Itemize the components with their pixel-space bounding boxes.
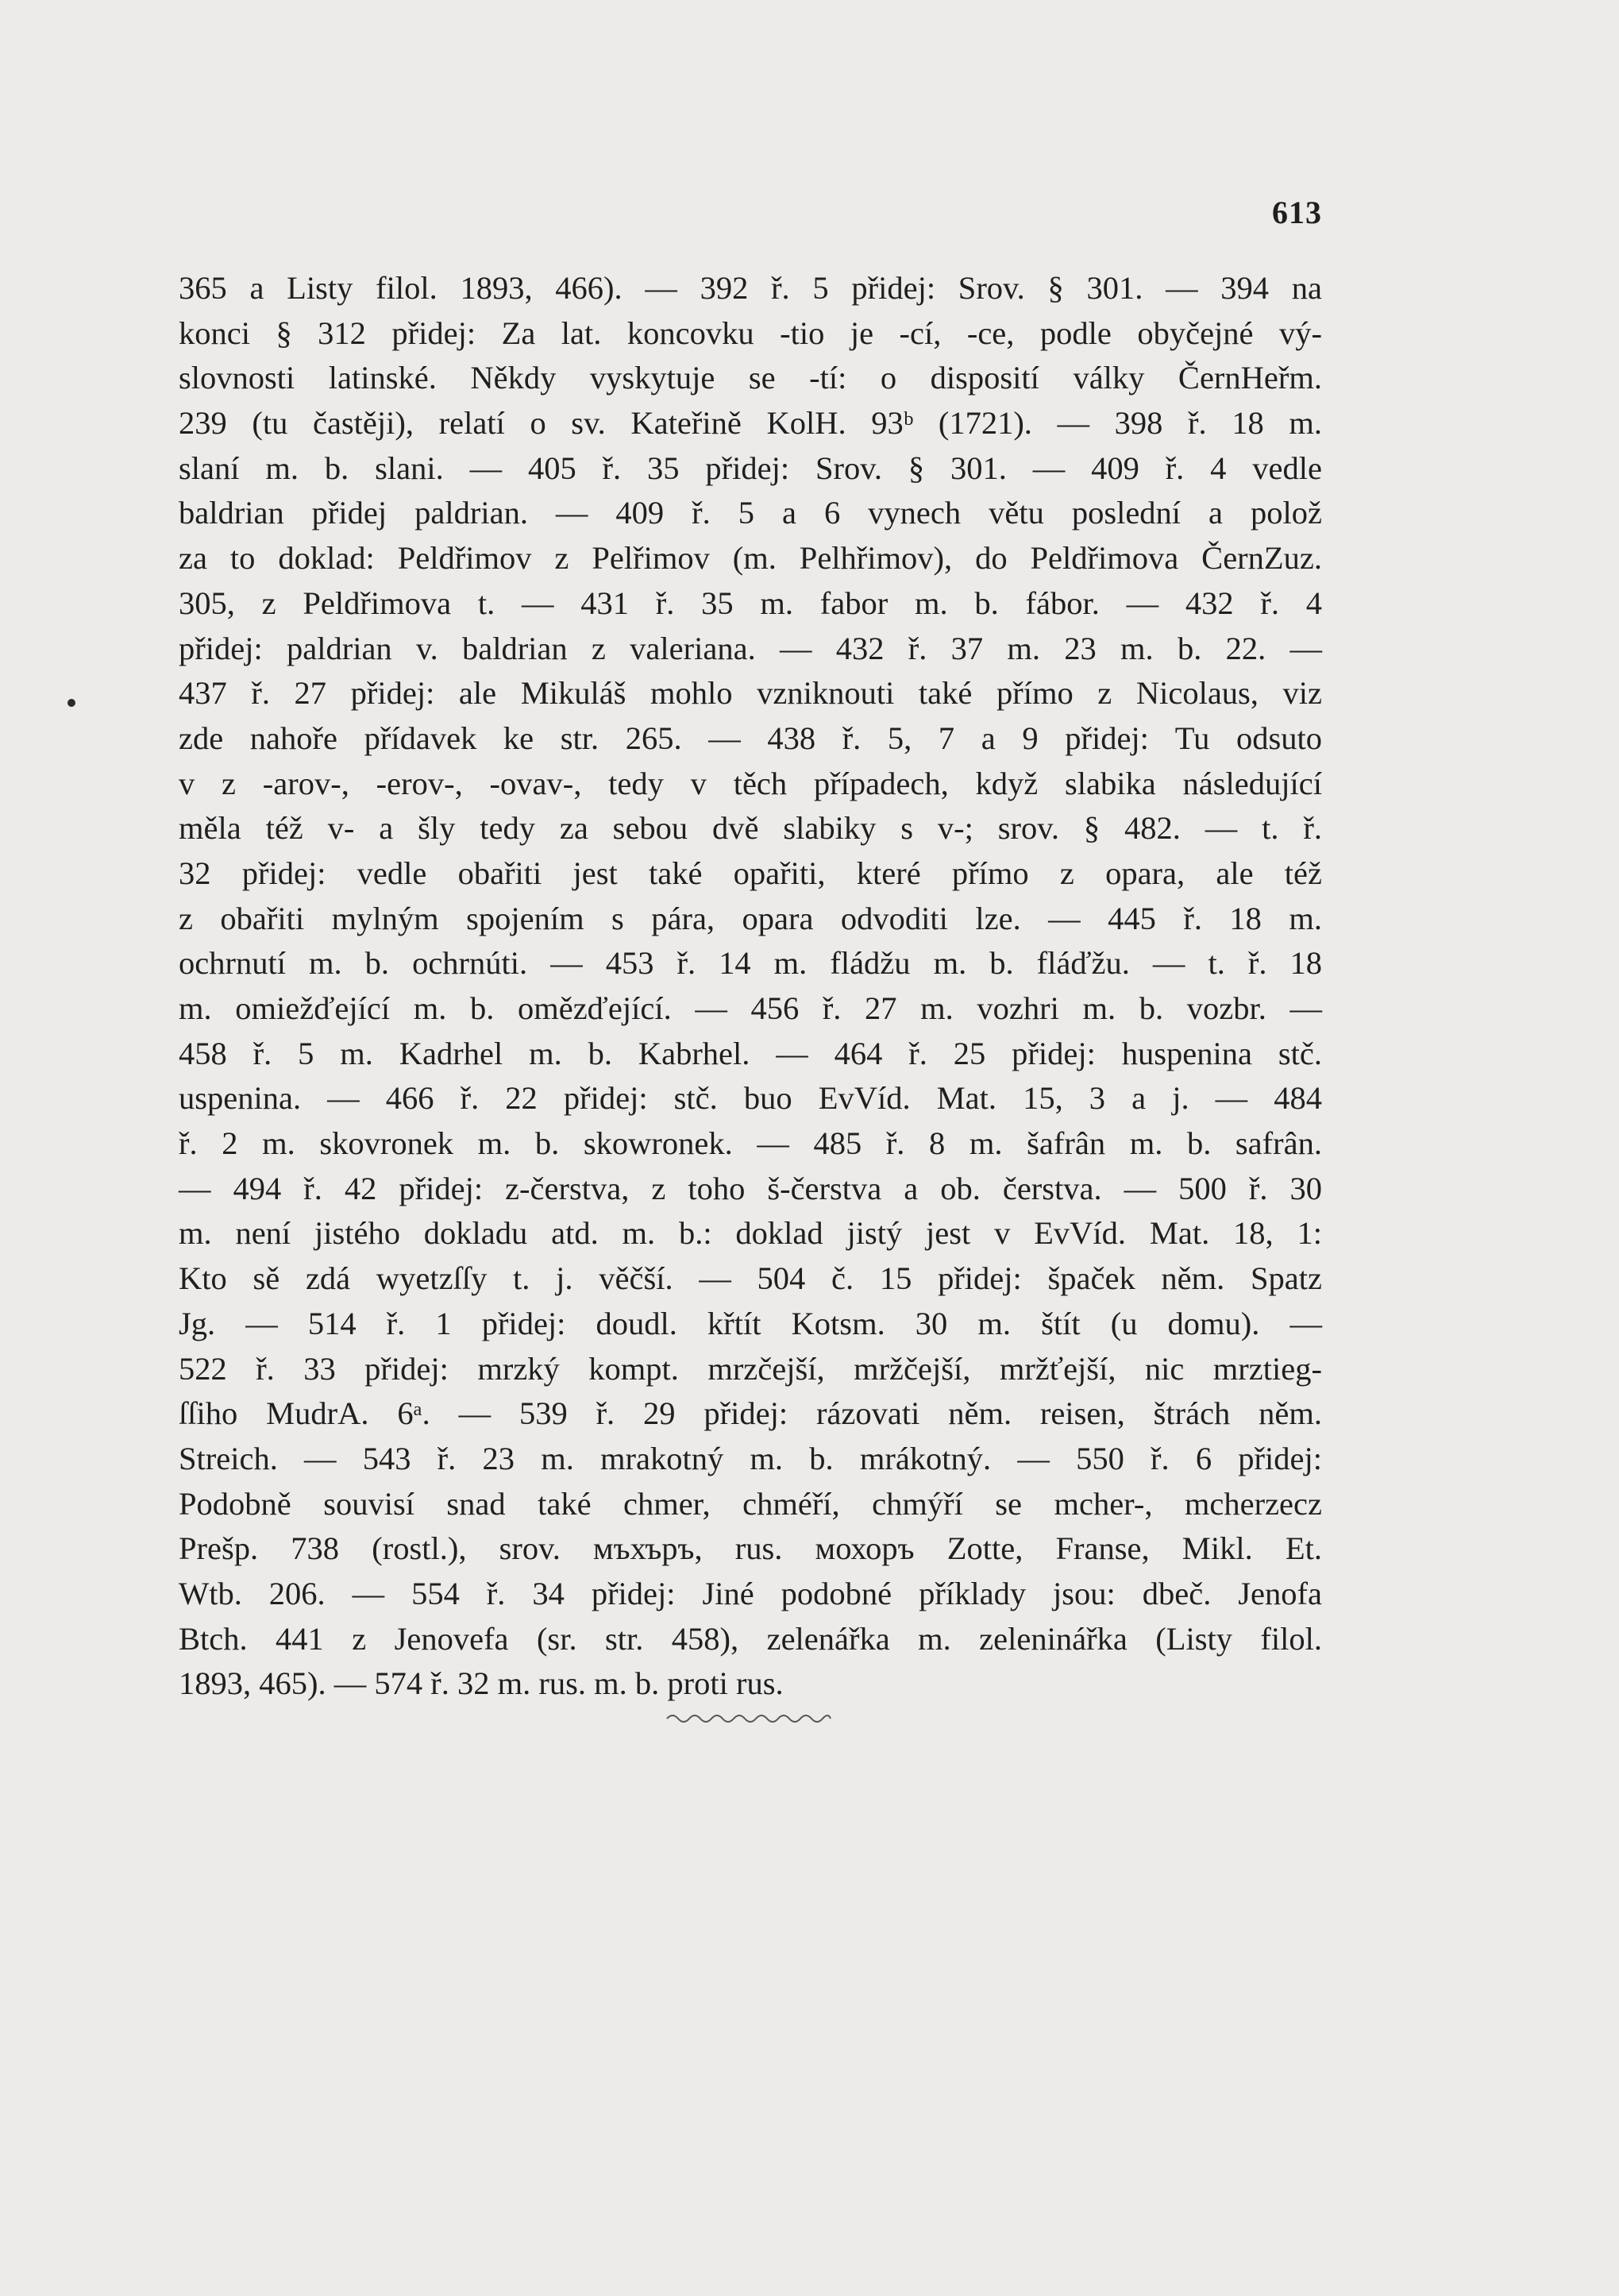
- text-line: Jg. — 514 ř. 1 přidej: doudl. křtít Kotsm. 30 m. štít (u domu). —: [179, 1305, 1322, 1341]
- text-line: 305, z Peldřimova t. — 431 ř. 35 m. fabor m. b. fábor. — 432 ř. 4: [179, 585, 1322, 621]
- text-line: ochrnutí m. b. ochrnúti. — 453 ř. 14 m. fládžu m. b. fláďžu. — t. ř. 18: [179, 945, 1322, 982]
- text-line: ř. 2 m. skovronek m. b. skowronek. — 485 ř. 8 m. šafrân m. b. safrân.: [179, 1125, 1322, 1162]
- text-line: přidej: paldrian v. baldrian z valeriana. — 432 ř. 37 m. 23 m. b. 22. —: [179, 630, 1322, 666]
- text-line: 437 ř. 27 přidej: ale Mikuláš mohlo vzniknouti také přímo z Nicolaus, viz: [179, 675, 1322, 712]
- text-line: 239 (tu častěji), relatí o sv. Kateřině KolH. 93ᵇ (1721). — 398 ř. 18 m.: [179, 405, 1322, 442]
- text-line: m. omiežďející m. b. omězďející. — 456 ř. 27 m. vozhri m. b. vozbr. —: [179, 990, 1322, 1026]
- text-line: z obařiti mylným spojením s pára, opara odvoditi lze. — 445 ř. 18 m.: [179, 900, 1322, 936]
- errata-text: [179, 266, 1322, 1707]
- end-ornament: [665, 1709, 832, 1725]
- text-line: 365 a Listy filol. 1893, 466). — 392 ř. 5 přidej: Srov. § 301. — 394 na: [179, 270, 1322, 306]
- text-line: — 494 ř. 42 přidej: z-čerstva, z toho š-čerstva a ob. čerstva. — 500 ř. 30: [179, 1170, 1322, 1206]
- text-line: konci § 312 přidej: Za lat. koncovku -tio je -cí, -ce, podle obyčejné vý-: [179, 314, 1322, 351]
- text-line: Podobně souvisí snad také chmer, chméří, chmýří se mcher-, mcherzecz: [179, 1485, 1322, 1522]
- text-line: ſſiho MudrA. 6ᵃ. — 539 ř. 29 přidej: rázovati něm. reisen, štrách něm.: [179, 1395, 1322, 1432]
- text-line: za to doklad: Peldřimov z Pelřimov (m. Pelhřimov), do Peldřimova ČernZuz.: [179, 540, 1322, 577]
- text-line: 32 přidej: vedle obařiti jest také opařiti, které přímo z opara, ale též: [179, 855, 1322, 891]
- text-line: v z -arov-, -erov-, -ovav-, tedy v těch případech, když slabika následující: [179, 765, 1322, 801]
- text-line: 458 ř. 5 m. Kadrhel m. b. Kabrhel. — 464 ř. 25 přidej: huspenina stč.: [179, 1035, 1322, 1071]
- text-line: baldrian přidej paldrian. — 409 ř. 5 a 6 vynech větu poslední a polož: [179, 495, 1322, 531]
- page-number: 613: [1272, 195, 1322, 230]
- text-line: Streich. — 543 ř. 23 m. mrakotný m. b. mrákotný. — 550 ř. 6 přidej:: [179, 1440, 1322, 1476]
- text-line: uspenina. — 466 ř. 22 přidej: stč. buo EvVíd. Mat. 15, 3 a j. — 484: [179, 1080, 1322, 1117]
- text-line: Prešp. 738 (rostl.), srov. мъхъръ, rus. мохоръ Zotte, Franse, Mikl. Et.: [179, 1530, 1322, 1567]
- text-line: měla též v- a šly tedy za sebou dvě slabiky s v-; srov. § 482. — t. ř.: [179, 810, 1322, 847]
- text-line: 1893, 465). — 574 ř. 32 m. rus. m. b. proti rus.: [179, 1665, 784, 1702]
- text-line: Wtb. 206. — 554 ř. 34 přidej: Jiné podobné příklady jsou: dbeč. Jenofa: [179, 1575, 1322, 1611]
- margin-mark: [67, 699, 75, 707]
- text-line: slovnosti latinské. Někdy vyskytuje se -tí: o disposití války ČernHeřm.: [179, 360, 1322, 396]
- text-line: m. není jistého dokladu atd. m. b.: doklad jistý jest v EvVíd. Mat. 18, 1:: [179, 1215, 1322, 1252]
- text-line: Kto sě zdá wyetzſſy t. j. věčší. — 504 č. 15 přidej: špaček něm. Spatz: [179, 1260, 1322, 1297]
- text-line: 522 ř. 33 přidej: mrzký kompt. mrzčejší, mržčejší, mržťejší, nic mrztieg-: [179, 1350, 1322, 1387]
- text-line: zde nahoře přídavek ke str. 265. — 438 ř. 5, 7 a 9 přidej: Tu odsuto: [179, 720, 1322, 756]
- text-line: slaní m. b. slani. — 405 ř. 35 přidej: Srov. § 301. — 409 ř. 4 vedle: [179, 450, 1322, 486]
- text-line: Btch. 441 z Jenovefa (sr. str. 458), zelenářka m. zeleninářka (Listy filol.: [179, 1620, 1322, 1657]
